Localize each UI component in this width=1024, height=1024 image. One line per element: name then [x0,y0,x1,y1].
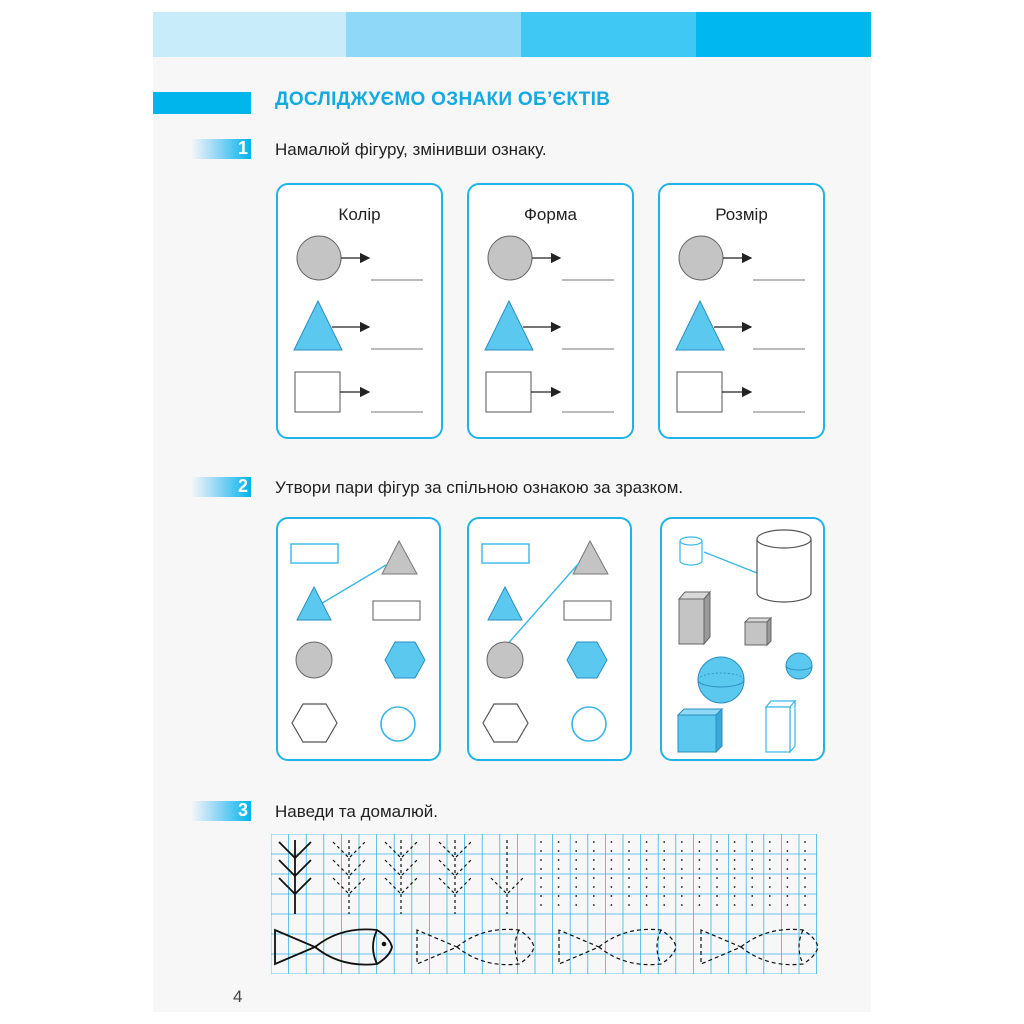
card-drawing [276,183,443,439]
blue-sphere-small-icon [786,653,812,679]
drawing-grid [271,834,831,974]
blue-outline-rectangle-icon [291,544,338,563]
white-hexagon-icon [292,704,337,742]
blue-hexagon-icon [567,642,607,678]
blue-outline-circle-icon [381,707,415,741]
fish-trace-icon [701,929,818,964]
grey-cube-icon [745,618,771,645]
card-label: Розмір [715,205,768,224]
tree-partial-icon [491,840,523,914]
task-number: 1 [237,138,248,158]
task-instruction: Намалюй фігуру, змінивши ознаку. [275,140,547,159]
tree-trace-icon [385,840,417,914]
grey-triangle-icon [573,541,608,574]
card-label: Колір [338,205,381,224]
header-color-band [153,12,871,57]
white-square-icon [677,372,722,412]
blue-cube-icon [678,709,722,752]
task-number-tab [191,139,251,159]
task-number: 3 [237,800,248,820]
section-title: ДОСЛІДЖУЄМО ОЗНАКИ ОБ’ЄКТІВ [275,89,611,110]
blue-triangle-icon [485,301,533,350]
card-label: Форма [524,205,577,224]
white-square-icon [295,372,340,412]
blue-triangle-icon [488,587,522,620]
task-number-tab [191,477,251,497]
blue-triangle-icon [294,301,342,350]
task2-card-flat-1 [276,517,441,761]
grey-tall-box-icon [679,592,710,644]
workbook-page [153,12,871,1012]
card-drawing [467,183,634,439]
task1-card-size [658,183,825,439]
card-drawing [276,517,441,761]
grey-circle-icon [488,236,532,280]
card-drawing [658,183,825,439]
blue-triangle-icon [297,587,331,620]
guide-dots [540,841,806,906]
small-cylinder-icon [680,537,702,565]
white-hexagon-icon [483,704,528,742]
blue-outline-rectangle-icon [482,544,529,563]
fish-trace-icon [417,929,534,964]
task1-card-shape [467,183,634,439]
grey-circle-icon [297,236,341,280]
grey-circle-icon [296,642,332,678]
large-cylinder-icon [757,530,811,602]
grey-circle-icon [679,236,723,280]
blue-outline-box-icon [766,701,795,752]
card-drawing [467,517,632,761]
header-band-2 [346,12,521,57]
grid-lines [271,834,817,974]
task-number: 2 [237,476,248,496]
title-accent-bar [153,92,251,114]
blue-sphere-large-icon [698,657,744,703]
task1-card-color [276,183,443,439]
task-instruction: Утвори пари фігур за спільною ознакою за зразком. [275,478,684,497]
page-number: 4 [233,987,243,1006]
task-number-tab [191,801,251,821]
grey-outline-rectangle-icon [564,601,611,620]
white-square-icon [486,372,531,412]
header-band-4 [696,12,871,57]
blue-triangle-icon [676,301,724,350]
blue-outline-circle-icon [572,707,606,741]
card-drawing [660,517,825,761]
grey-circle-icon [487,642,523,678]
header-band-3 [521,12,696,57]
blue-hexagon-icon [385,642,425,678]
tree-trace-icon [333,840,365,914]
grey-triangle-icon [382,541,417,574]
grey-outline-rectangle-icon [373,601,420,620]
fish-sample-icon [275,929,392,964]
task2-card-flat-2 [467,517,632,761]
task-instruction: Наведи та домалюй. [275,802,438,821]
header-band-1 [153,12,346,57]
task2-card-solids [660,517,825,761]
tree-trace-icon [439,840,471,914]
